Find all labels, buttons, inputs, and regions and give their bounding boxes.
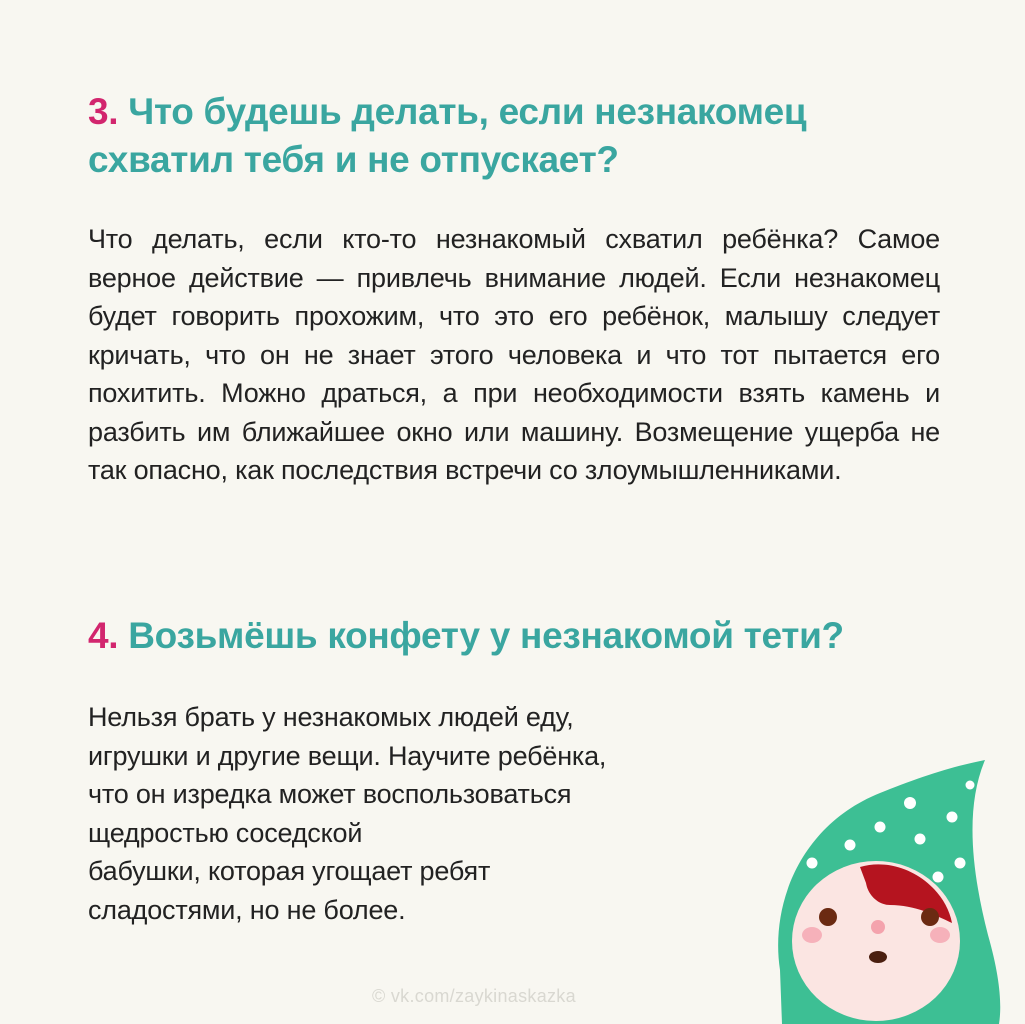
section-4-title: Возьмёшь конфету у незнакомой тети? bbox=[128, 615, 844, 656]
section-4-heading bbox=[88, 612, 948, 660]
gnome-mascot-illustration bbox=[770, 755, 1025, 1024]
mouth bbox=[869, 951, 887, 963]
section-4-line: сладостями, но не более. bbox=[88, 894, 406, 925]
left-eye bbox=[819, 908, 837, 926]
section-3-title: Что будешь делать, если незнакомец схватил тебя и не отпускает? bbox=[88, 91, 807, 180]
section-3-heading bbox=[88, 88, 948, 184]
left-cheek bbox=[802, 927, 822, 943]
nose bbox=[871, 920, 885, 934]
section-4-body bbox=[88, 698, 768, 929]
section-4-line: Нельзя брать у незнакомых людей еду, bbox=[88, 702, 574, 732]
section-4-line: щедростью соседской bbox=[88, 817, 363, 848]
watermark: © vk.com/zaykinaskazka bbox=[372, 986, 576, 1006]
section-3-body: Что делать, если кто-то незнакомый схватил ребёнка? Самое верное действие — привлечь внимание людей. Если незнакомец будет говорить прохожим, что это его ребёнок, малышу следует кричать, что он не знает этого человека и что тот пытается его похитить. Можно драться, а при необходимости взять камень и разбить им ближайшее окно или машину. Возмещение ущерба не так опасно, как последствия встречи со злоумышленниками. bbox=[88, 224, 940, 485]
right-eye bbox=[921, 908, 939, 926]
section-4-line: игрушки и другие вещи. Научите ребёнка, bbox=[88, 740, 607, 771]
section-3-number: 3. bbox=[88, 91, 119, 132]
right-cheek bbox=[930, 927, 950, 943]
section-4-line: бабушки, которая угощает ребят bbox=[88, 856, 491, 886]
section-4-number: 4. bbox=[88, 615, 119, 656]
section-4-line: что он изредка может воспользоваться bbox=[88, 779, 572, 809]
